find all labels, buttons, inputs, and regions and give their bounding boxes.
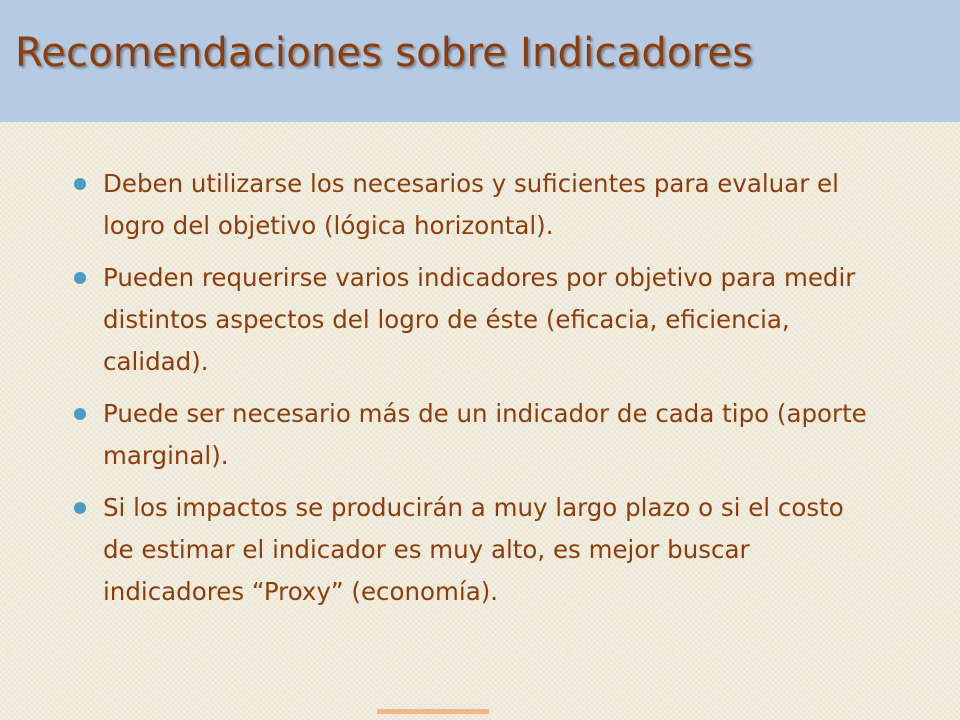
bullet-item xyxy=(72,163,872,247)
slide-header xyxy=(0,0,960,122)
bullet-text: Pueden requerirse varios indicadores por objetivo para medir distintos aspectos del logro de éste (eficacia, eficiencia, calidad). xyxy=(103,263,856,376)
bullet-icon xyxy=(74,178,86,190)
bullet-icon xyxy=(74,502,86,514)
slide-title: Recomendaciones sobre Indicadores xyxy=(15,30,754,76)
bullet-item xyxy=(72,487,872,613)
bullet-icon xyxy=(74,408,86,420)
bullet-text: Si los impactos se producirán a muy largo plazo o si el costo de estimar el indicador es muy alto, es mejor buscar indicadores “Proxy” (economía). xyxy=(103,493,844,606)
bullet-icon xyxy=(74,272,86,284)
bullet-text: Deben utilizarse los necesarios y suficientes para evaluar el logro del objetivo (lógica horizontal). xyxy=(103,169,839,240)
bullet-item xyxy=(72,257,872,383)
bullet-item xyxy=(72,393,872,477)
bullet-list xyxy=(72,163,872,623)
bullet-text: Puede ser necesario más de un indicador de cada tipo (aporte marginal). xyxy=(103,399,867,470)
footer-accent-bar xyxy=(377,709,489,714)
